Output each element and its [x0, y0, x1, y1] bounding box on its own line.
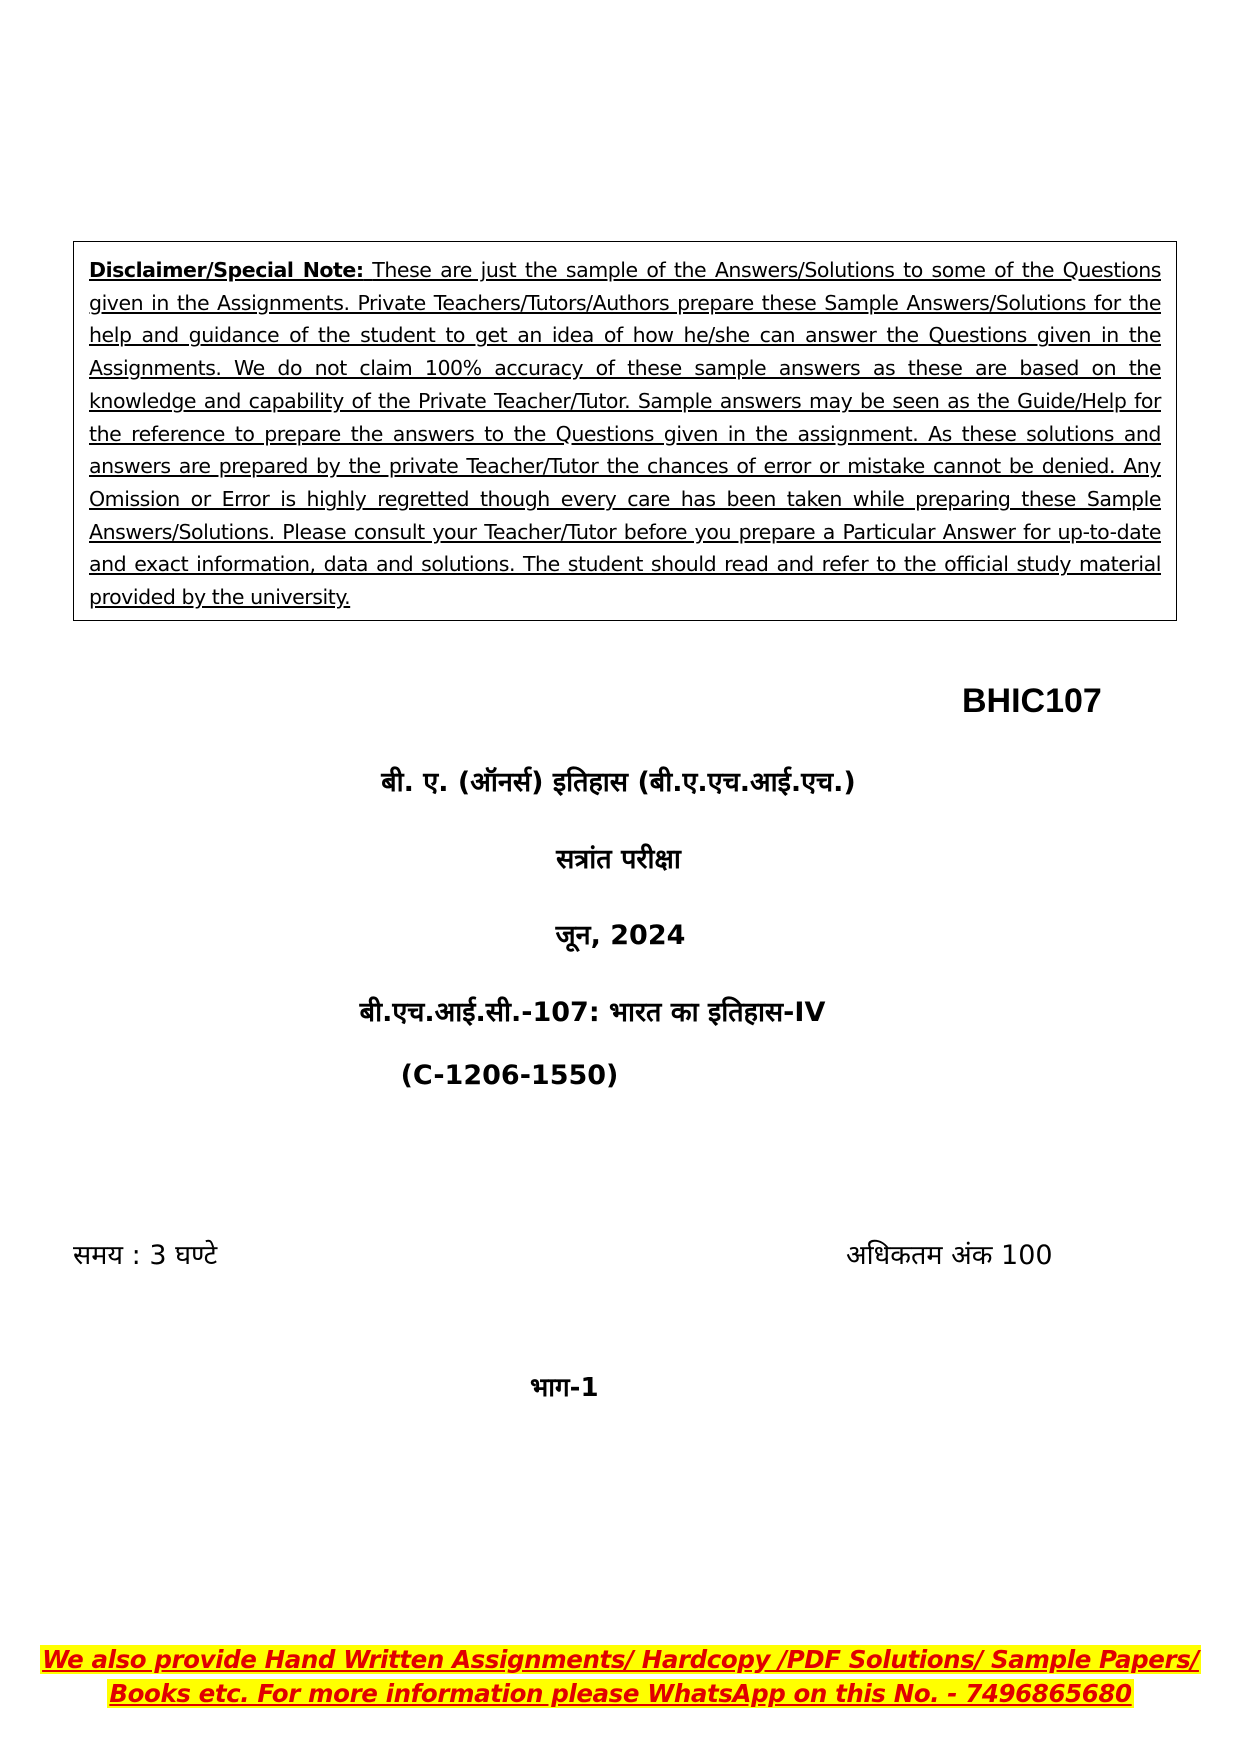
disclaimer-body: These are just the sample of the Answers/Solutions to some of the Questions given in the Assignments. Private Teachers/Tutors/Authors prepare these Sample Answers/Solutions for the help and guidance of the student to get an idea of how he/she can answer the Questions given in the Assignments. We do not claim 100% accuracy of these sample answers as these are based on the knowledge and capability of the Private Teacher/Tutor. Sample answers may be seen as the Guide/Help for the reference to prepare the answers to the Questions given in the assignment. As these solutions and answers are prepared by the private Teacher/Tutor the chances of error or mistake cannot be denied. Any Omission or Error is highly regretted though every care has been taken while preparing these Sample Answers/Solutions. Please consult your Teacher/Tutor before you prepare a Particular Answer for up-to-date and exact information, data and solutions. The student should read and refer to the official study material provided by the university.: [89, 258, 1161, 610]
exam-time: समय : 3 घण्टे: [73, 1240, 218, 1271]
disclaimer-text: [89, 254, 1161, 614]
part-heading: भाग-1: [530, 1373, 599, 1403]
exam-session: जून, 2024: [555, 920, 686, 951]
programme-title: बी. ए. (ऑनर्स) इतिहास (बी.ए.एच.आई.एच.): [381, 767, 856, 798]
promo-line-1: We also provide Hand Written Assignments/ Hardcopy /PDF Solutions/ Sample Papers/: [42, 1645, 1199, 1674]
course-period: (C-1206-1550): [400, 1060, 619, 1091]
exam-type: सत्रांत परीक्षा: [556, 844, 681, 875]
course-code: BHIC107: [962, 682, 1102, 720]
promo-banner: [0, 1643, 1241, 1711]
course-title: बी.एच.आई.सी.-107: भारत का इतिहास-IV: [359, 997, 826, 1028]
disclaimer-lead: Disclaimer/Special Note:: [89, 258, 364, 282]
disclaimer-box: [73, 241, 1177, 621]
max-marks: अधिकतम अंक 100: [846, 1240, 1053, 1271]
promo-line-2: Books etc. For more information please WhatsApp on this No. - 7496865680: [109, 1679, 1132, 1708]
